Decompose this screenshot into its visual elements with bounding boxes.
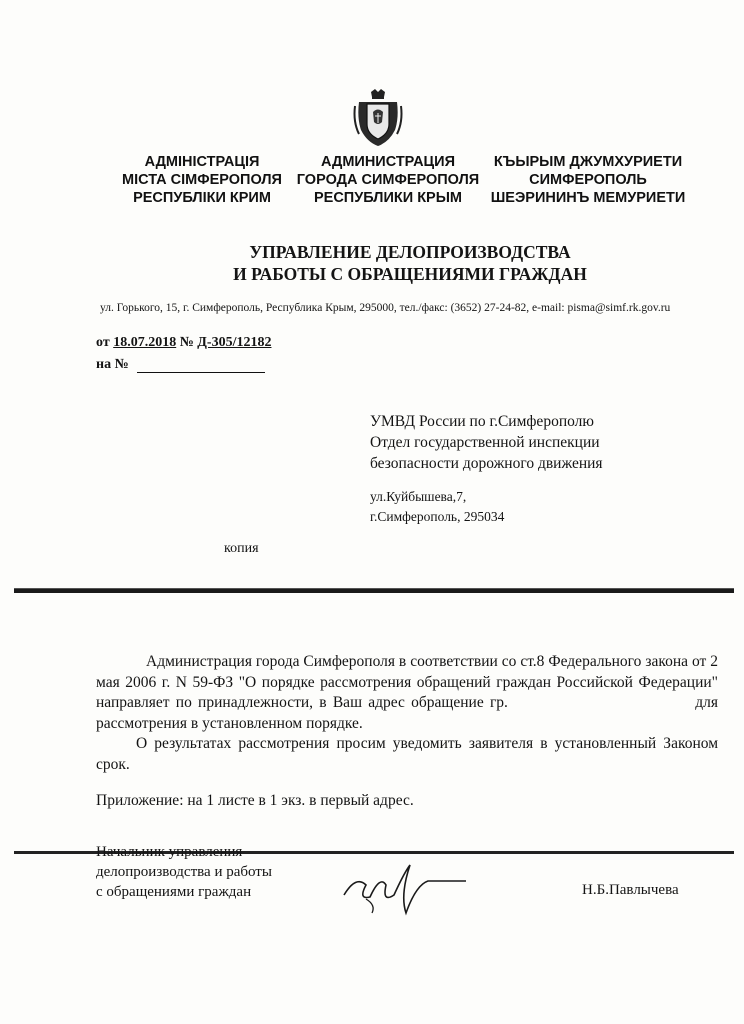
registration-line [96, 335, 271, 351]
header-line: АДМИНИСТРАЦИЯ [320, 154, 455, 170]
signer-title [96, 842, 272, 902]
department-line: И РАБОТЫ С ОБРАЩЕНИЯМИ ГРАЖДАН [233, 264, 587, 284]
reply-prefix: на № [96, 357, 129, 372]
header-line: ГОРОДА СИМФЕРОПОЛЯ [296, 172, 480, 188]
recipient-line: безопасности дорожного движения [370, 455, 603, 472]
separator-rule [14, 588, 734, 593]
header-line: МІСТА СІМФЕРОПОЛЯ [122, 172, 282, 188]
signer-title-line: Начальник управления [96, 844, 243, 860]
recipient-line: УМВД России по г.Симферополю [370, 413, 594, 430]
header-crimean-tatar [478, 153, 698, 207]
coat-of-arms-emblem [353, 88, 403, 148]
annex-line: Приложение: на 1 листе в 1 экз. в первый адрес. [96, 792, 414, 809]
number-prefix: № [179, 335, 194, 350]
copy-mark: копия [224, 541, 259, 556]
recipient-block [370, 411, 603, 474]
signer-title-line: делопроизводства и работы [96, 864, 272, 880]
document-number: Д-305/12182 [197, 335, 272, 350]
header-russian [278, 153, 498, 207]
address-line: ул.Куйбышева,7, [370, 489, 467, 504]
body-paragraph-1: Администрация города Симферополя в соответствии со ст.8 Федерального закона от 2 мая 2006 г. N 59-ФЗ "О порядке рассмотрения обращений граждан Российской Федерации" направляет по принадлежности, в Ваш адрес обращение гр. для рассмотрения в установленном порядке. [96, 653, 722, 732]
from-prefix: от [96, 335, 110, 350]
signer-title-line: с обращениями граждан [96, 884, 252, 900]
document-date: 18.07.2018 [113, 335, 177, 350]
department-line: УПРАВЛЕНИЕ ДЕЛОПРОИЗВОДСТВА [249, 242, 571, 262]
header-line: АДМІНІСТРАЦІЯ [144, 154, 260, 170]
header-line: РЕСПУБЛІКИ КРИМ [133, 190, 271, 206]
department-title [160, 241, 660, 285]
body-paragraph-2: О результатах рассмотрения просим уведомить заявителя в установленный Законом срок. [96, 735, 718, 773]
contact-line: ул. Горького, 15, г. Симферополь, Республика Крым, 295000, тел./факс: (3652) 27-24-82, e-mail: pisma@simf.rk.gov.ru [100, 302, 671, 314]
signer-name: Н.Б.Павлычева [582, 882, 679, 898]
header-line: СИМФЕРОПОЛЬ [529, 172, 647, 188]
recipient-address [370, 487, 504, 527]
handwritten-signature [336, 855, 486, 920]
header-line: ШЕЭРИНИНЪ МЕМУРИЕТИ [490, 190, 686, 206]
reply-line [96, 357, 265, 373]
header-line: РЕСПУБЛИКИ КРЫМ [313, 190, 462, 206]
recipient-line: Отдел государственной инспекции [370, 434, 600, 451]
header-line: КЪЫРЫМ ДЖУМХУРИЕТИ [493, 154, 683, 170]
address-line: г.Симферополь, 295034 [370, 509, 505, 524]
reply-number-blank [137, 358, 265, 373]
